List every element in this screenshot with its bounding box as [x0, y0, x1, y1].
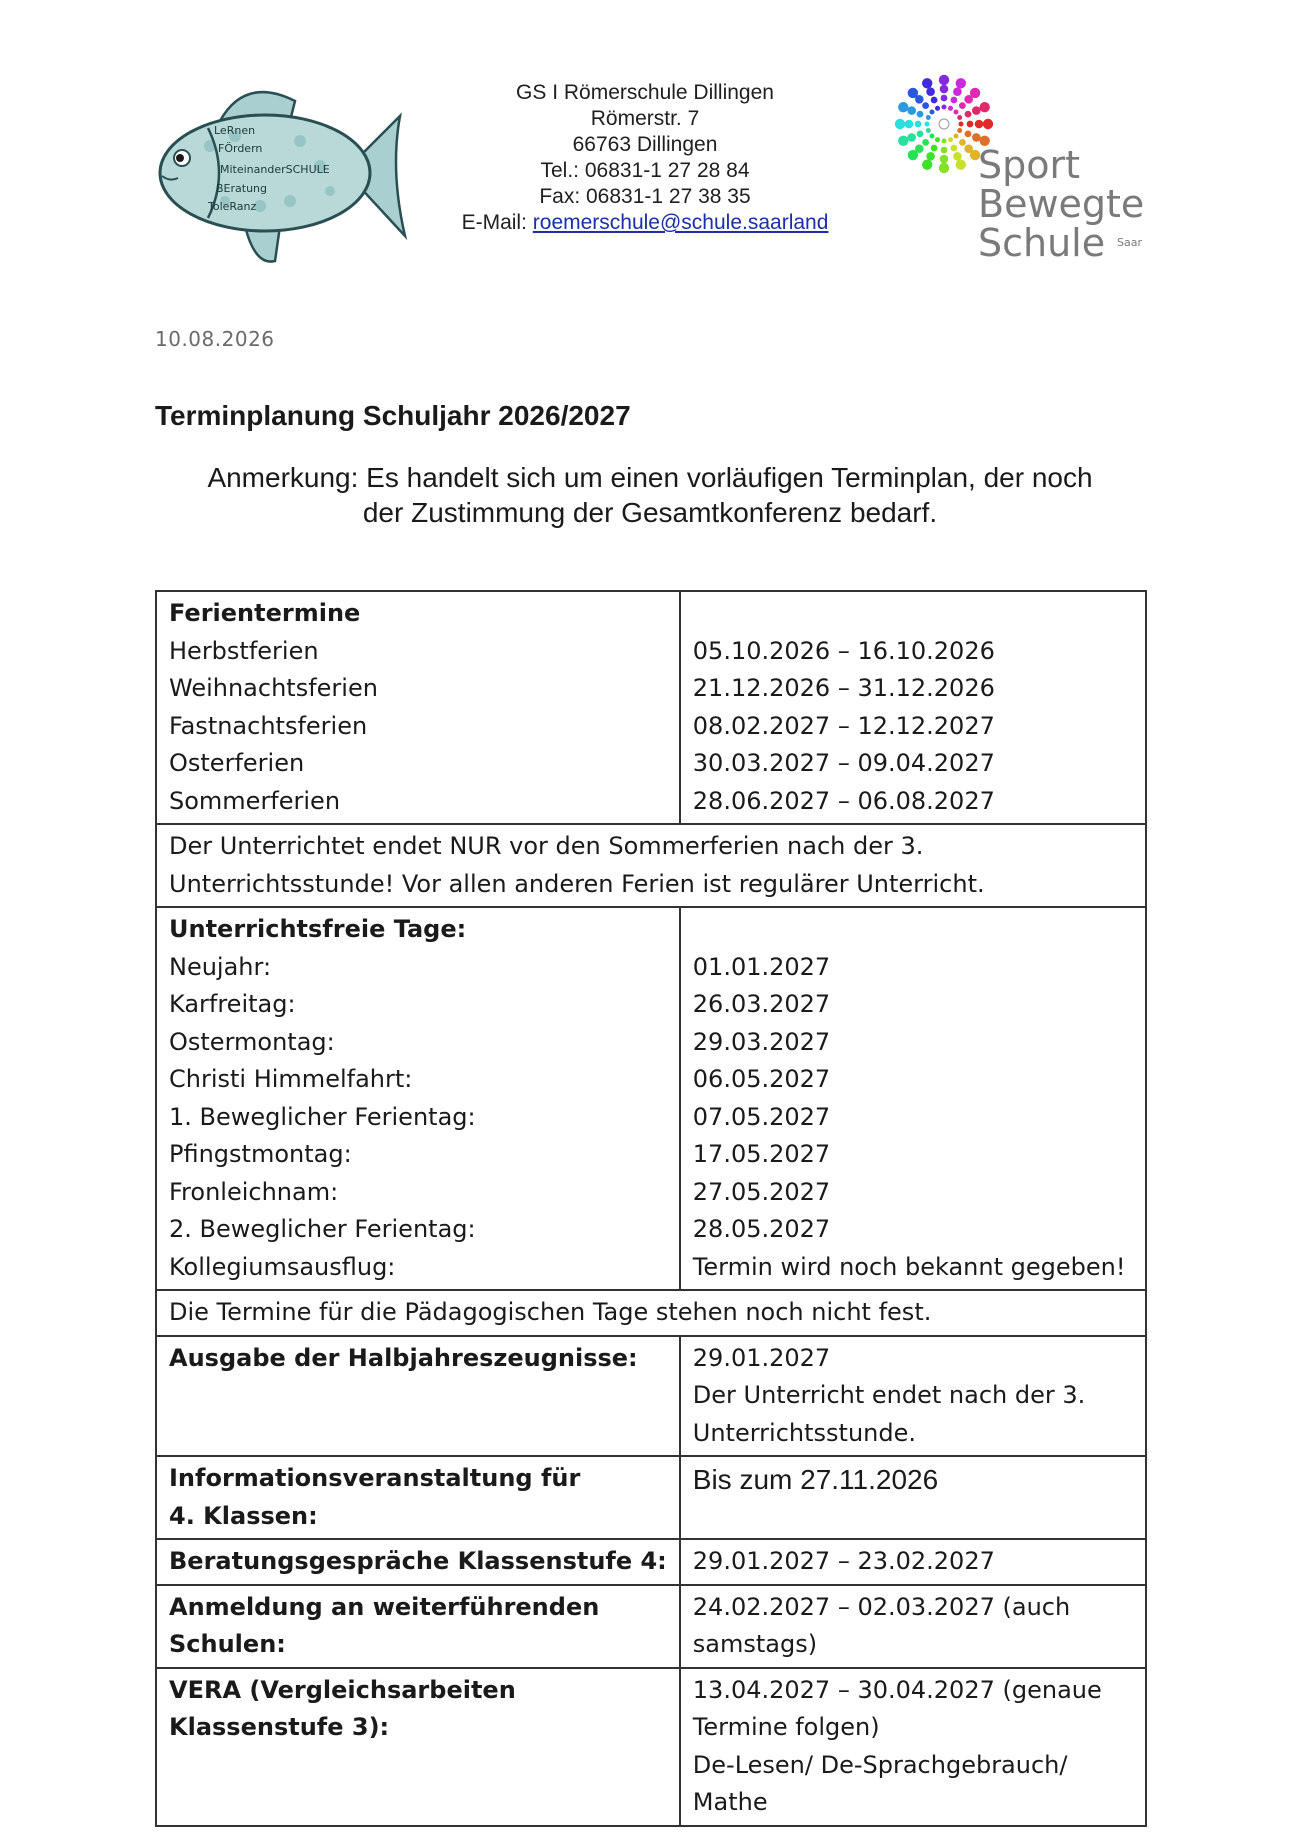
cell-anmeldung-label: [156, 1585, 680, 1668]
row-paed-note: [156, 1290, 1146, 1336]
vera-value-4: Mathe: [692, 1788, 768, 1816]
cell-frei-values: [680, 907, 1146, 1290]
logo-dot: [948, 106, 953, 111]
cell-info-value: [680, 1456, 1146, 1539]
logo-dot: [941, 147, 948, 154]
school-street: Römerstr. 7: [590, 107, 700, 130]
anmeldung-value-2: samstags): [692, 1630, 818, 1658]
frei-value-neujahr: 01.01.2027: [692, 952, 831, 981]
info-label-1: Informationsveranstaltung für: [169, 1464, 581, 1492]
ferien-label-fastnacht: Fastnachtsferien: [169, 711, 368, 740]
logo-dot: [967, 121, 974, 128]
fish-letters-3: MiteinanderSCHULE: [220, 163, 330, 176]
frei-value-beweglich-1: 07.05.2027: [692, 1102, 831, 1131]
row-sommer-note: [156, 824, 1146, 907]
vera-label-1: VERA (Vergleichsarbeiten: [169, 1675, 516, 1704]
logo-dot: [939, 75, 949, 85]
frei-value-beweglich-2: 28.05.2027: [692, 1215, 831, 1243]
logo-dot: [908, 88, 918, 98]
logo-dot: [917, 131, 924, 138]
cell-sommer-note: [156, 824, 1146, 907]
logo-dot: [922, 139, 929, 146]
frei-label-himmelfahrt: Christi Himmelfahrt:: [169, 1065, 413, 1093]
logo-dot: [922, 160, 932, 170]
logo-dot: [908, 150, 918, 160]
schedule-table: [155, 590, 1147, 1827]
logo-dot: [922, 102, 929, 109]
logo-dot: [941, 95, 948, 102]
fish-letters-1: LeRnen: [214, 124, 256, 137]
row-beratungsgespraeche: [156, 1539, 1146, 1585]
logo-dot: [948, 137, 953, 142]
frei-label-ostermontag: Ostermontag:: [169, 1027, 335, 1056]
halbjahr-value-2: Der Unterricht endet nach der 3.: [692, 1381, 1086, 1409]
halbjahr-value-1: 29.01.2027: [692, 1343, 831, 1372]
logo-dot: [965, 131, 972, 138]
paed-note-text: Die Termine für die Pädagogischen Tage stehen noch nicht fest.: [169, 1298, 932, 1326]
logo-dot: [935, 106, 940, 111]
cell-info-label: [156, 1456, 680, 1539]
ferien-value-oster: 30.03.2027 – 09.04.2027: [692, 749, 995, 777]
logo-dot: [983, 119, 993, 129]
logo-dot: [935, 137, 940, 142]
cell-halbjahr-label: [156, 1336, 680, 1457]
vera-value-1: 13.04.2027 – 30.04.2027 (genaue: [692, 1675, 1102, 1704]
halbjahr-label: Ausgabe der Halbjahreszeugnisse:: [169, 1343, 638, 1372]
halbjahr-value-3: Unterrichtsstunde.: [692, 1418, 916, 1447]
document-title: Terminplanung Schuljahr 2026/2027: [155, 400, 631, 431]
frei-label-pfingstmontag: Pfingstmontag:: [169, 1140, 352, 1168]
logo-dot: [915, 121, 922, 128]
logo-dot: [930, 134, 935, 139]
cell-beratung-label: [156, 1539, 680, 1585]
anmeldung-label-2: Schulen:: [169, 1630, 286, 1658]
ferien-label-weihnacht: Weihnachtsferien: [169, 674, 378, 702]
logo-word-saar: Saar: [1117, 236, 1142, 249]
ferien-label-sommer: Sommerferien: [169, 786, 341, 815]
frei-label-neujahr: Neujahr:: [169, 952, 272, 981]
ferien-heading: Ferientermine: [169, 599, 361, 627]
school-name: GS I Römerschule Dillingen: [516, 81, 774, 104]
anmeldung-label-1: Anmeldung an weiterführenden: [169, 1592, 600, 1621]
logo-dot: [939, 163, 949, 173]
email-label: E-Mail:: [461, 211, 533, 234]
sport-bewegte-schule-logo: [880, 70, 1170, 270]
logo-dot: [905, 120, 914, 129]
logo-word-bewegte: Bewegte: [978, 182, 1145, 226]
logo-dot: [940, 85, 949, 94]
logo-dot: [926, 115, 931, 120]
logo-dot: [917, 111, 924, 118]
logo-dot: [956, 160, 966, 170]
info-value: Bis zum 27.11.2026: [692, 1464, 939, 1495]
ferien-value-sommer: 28.06.2027 – 06.08.2027: [692, 786, 995, 815]
logo-dot: [898, 102, 908, 112]
row-halbjahreszeugnisse: [156, 1336, 1146, 1457]
logo-dot: [959, 122, 964, 127]
vera-value-3: De-Lesen/ De-Sprachgebrauch/: [692, 1750, 1068, 1779]
ferien-value-herbst: 05.10.2026 – 16.10.2026: [692, 636, 995, 665]
logo-word-sport: Sport: [978, 143, 1081, 187]
fish-letters-2: FÖrdern: [218, 142, 263, 155]
cell-vera-value: [680, 1668, 1146, 1826]
frei-value-pfingstmontag: 17.05.2027: [692, 1140, 831, 1168]
row-unterrichtsfreie-tage: [156, 907, 1146, 1290]
ferien-value-spacer: [693, 595, 1133, 633]
logo-dot: [898, 136, 908, 146]
frei-label-ausflug: Kollegiumsausflug:: [169, 1252, 396, 1281]
logo-dot: [926, 152, 935, 161]
info-label-2: 4. Klassen:: [169, 1501, 318, 1530]
logo-dot: [895, 119, 905, 129]
cell-frei-labels: [156, 907, 680, 1290]
note-line-2: der Zustimmung der Gesamtkonferenz bedarf.: [362, 497, 938, 528]
school-phone: Tel.: 06831-1 27 28 84: [540, 159, 750, 182]
ferien-label-herbst: Herbstferien: [169, 636, 319, 665]
cell-paed-note: [156, 1290, 1146, 1336]
logo-dot: [953, 87, 962, 96]
fish-letters-4: BEratung: [216, 182, 267, 195]
school-city: 66763 Dillingen: [572, 133, 718, 156]
logo-dot: [959, 102, 966, 109]
logo-dot: [957, 115, 962, 120]
beratung-label: Beratungsgespräche Klassenstufe 4:: [169, 1547, 667, 1575]
cell-vera-label: [156, 1668, 680, 1826]
logo-dot: [954, 134, 959, 139]
document-note: [150, 460, 1150, 530]
logo-dot: [942, 139, 947, 144]
vera-label-2: Klassenstufe 3):: [169, 1713, 390, 1741]
frei-label-beweglich-1: 1. Beweglicher Ferientag:: [169, 1102, 476, 1131]
frei-value-himmelfahrt: 06.05.2027: [692, 1065, 831, 1093]
logo-dot: [965, 111, 972, 118]
logo-dot: [942, 105, 947, 110]
logo-dot: [907, 106, 916, 115]
cell-halbjahr-value: [680, 1336, 1146, 1457]
email-link[interactable]: roemerschule@schule.saarland: [532, 211, 829, 234]
logo-dot: [940, 155, 949, 164]
logo-dot: [975, 120, 984, 129]
vera-value-2: Termine folgen): [692, 1713, 880, 1741]
logo-dot: [959, 139, 966, 146]
logo-word-schule: Schule: [978, 221, 1106, 265]
logo-dot: [926, 87, 935, 96]
ferien-value-fastnacht: 08.02.2027 – 12.12.2027: [692, 711, 995, 740]
logo-dot: [972, 106, 981, 115]
logo-dot: [926, 128, 931, 133]
school-email-line: [400, 210, 890, 236]
school-address: [400, 80, 890, 236]
logo-dot: [972, 133, 981, 142]
sommer-note-line-2: Unterrichtsstunde! Vor allen anderen Ferien ist regulärer Unterricht.: [169, 869, 985, 898]
frei-heading: Unterrichtsfreie Tage:: [169, 915, 467, 943]
logo-dot: [954, 110, 959, 115]
frei-label-karfreitag: Karfreitag:: [169, 990, 296, 1018]
fish-letters-5: ToleRanz: [208, 200, 257, 213]
logo-dot: [956, 78, 966, 88]
frei-label-beweglich-2: 2. Beweglicher Ferientag:: [169, 1215, 476, 1243]
row-vera: [156, 1668, 1146, 1826]
school-fax: Fax: 06831-1 27 38 35: [539, 185, 751, 208]
frei-value-ausflug: Termin wird noch bekannt gegeben!: [692, 1252, 1126, 1281]
note-line-1: Anmerkung: Es handelt sich um einen vorläufigen Terminplan, der noch: [207, 462, 1093, 493]
logo-dot: [907, 133, 916, 142]
logo-dot: [925, 122, 930, 127]
logo-dot: [957, 128, 962, 133]
row-informationsveranstaltung: [156, 1456, 1146, 1539]
cell-anmeldung-value: [680, 1585, 1146, 1668]
logo-dot: [951, 97, 958, 104]
cell-ferien-values: [680, 591, 1146, 824]
beratung-value: 29.01.2027 – 23.02.2027: [692, 1547, 995, 1575]
frei-value-spacer: [693, 911, 1133, 949]
logo-dot: [930, 110, 935, 115]
logo-dot: [980, 102, 990, 112]
document-date: 10.08.2026: [155, 327, 275, 351]
logo-dot: [931, 145, 938, 152]
sommer-note-line-1: Der Unterrichtet endet NUR vor den Sommerferien nach der 3.: [169, 832, 924, 860]
row-ferientermine: [156, 591, 1146, 824]
logo-dot: [922, 78, 932, 88]
anmeldung-value-1: 24.02.2027 – 02.03.2027 (auch: [692, 1592, 1071, 1621]
frei-value-fronleichnam: 27.05.2027: [692, 1177, 831, 1206]
ferien-label-oster: Osterferien: [169, 749, 305, 777]
frei-value-ostermontag: 29.03.2027: [692, 1027, 831, 1056]
logo-dot: [970, 88, 980, 98]
logo-dot: [951, 145, 958, 152]
row-anmeldung: [156, 1585, 1146, 1668]
frei-value-karfreitag: 26.03.2027: [692, 990, 831, 1018]
cell-beratung-value: [680, 1539, 1146, 1585]
frei-label-fronleichnam: Fronleichnam:: [169, 1177, 339, 1206]
ferien-value-weihnacht: 21.12.2026 – 31.12.2026: [692, 674, 995, 702]
school-fish-logo: [150, 76, 415, 266]
logo-dot: [931, 97, 938, 104]
cell-ferien-labels: [156, 591, 680, 824]
logo-dot: [953, 152, 962, 161]
